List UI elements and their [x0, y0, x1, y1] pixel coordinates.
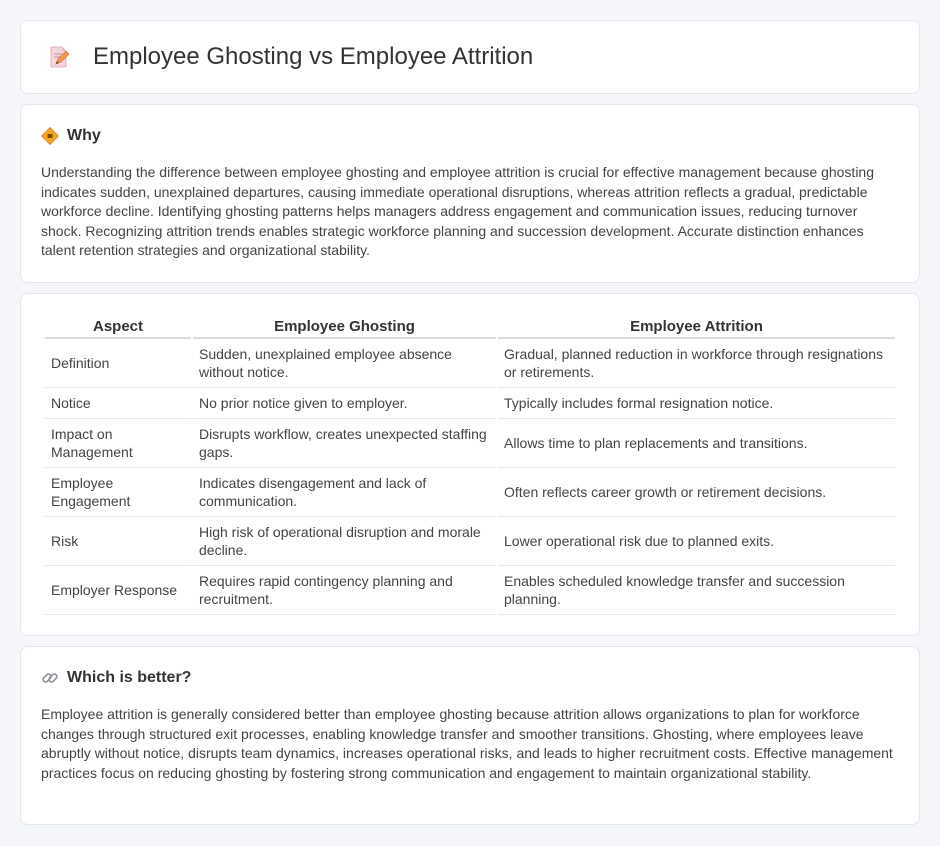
table-cell: Requires rapid contingency planning and recruitment. — [193, 566, 496, 615]
table-row — [45, 388, 895, 419]
table-row — [45, 468, 895, 517]
table-cell: No prior notice given to employer. — [193, 388, 496, 419]
table-cell: Impact on Management — [45, 419, 191, 468]
link-icon — [41, 669, 59, 687]
which-title: Which is better? — [67, 669, 192, 686]
comparison-table-card — [20, 293, 920, 636]
page-title: Employee Ghosting vs Employee Attrition — [93, 43, 534, 70]
table-cell: Often reflects career growth or retirement decisions. — [498, 468, 895, 517]
table-cell: Disrupts workflow, creates unexpected staffing gaps. — [193, 419, 496, 468]
which-section — [20, 646, 920, 825]
table-cell: Typically includes formal resignation notice. — [498, 388, 895, 419]
table-cell: Risk — [45, 517, 191, 566]
why-text: Understanding the difference between employee ghosting and employee attrition is crucial for effective management because ghosting indicates sudden, unexplained departures, causing immediate operational disruptions, whereas attrition reflects a gradual, predictable workforce decline. Identifying ghosting patterns helps managers address engagement and communication issues, reducing turnover shock. Recognizing attrition trends enables strategic workforce planning and succession development. Accurate distinction enhances talent retention strategies and organizational stability. — [41, 164, 874, 259]
table-cell: Notice — [45, 388, 191, 419]
table-row — [45, 517, 895, 566]
table-cell: Gradual, planned reduction in workforce through resignations or retirements. — [498, 339, 895, 388]
table-cell: High risk of operational disruption and morale decline. — [193, 517, 496, 566]
table-cell: Lower operational risk due to planned exits. — [498, 517, 895, 566]
why-section — [20, 104, 920, 283]
table-cell: Employee Engagement — [45, 468, 191, 517]
table-cell: Indicates disengagement and lack of communication. — [193, 468, 496, 517]
table-cell: Employer Response — [45, 566, 191, 615]
header-attrition: Employee Attrition — [498, 315, 895, 339]
table-cell: Definition — [45, 339, 191, 388]
table-row — [45, 566, 895, 615]
diamond-sign-icon — [41, 127, 59, 145]
document-pencil-icon — [47, 45, 71, 69]
why-title: Why — [67, 127, 101, 144]
table-cell: Allows time to plan replacements and transitions. — [498, 419, 895, 468]
table-cell: Enables scheduled knowledge transfer and succession planning. — [498, 566, 895, 615]
which-text: Employee attrition is generally considered better than employee ghosting because attrition allows organizations to plan for workforce changes through structured exit processes, enabling knowledge transfer and smoother transitions. Ghosting, where employees leave abruptly without notice, disrupts team dynamics, increases operational risks, and leads to higher recruitment costs. Effective management practices focus on reducing ghosting by fostering strong communication and engagement to maintain organizational stability. — [41, 706, 893, 781]
header-ghosting: Employee Ghosting — [193, 315, 496, 339]
table-cell: Sudden, unexplained employee absence without notice. — [193, 339, 496, 388]
table-row — [45, 339, 895, 388]
comparison-table — [43, 315, 897, 615]
header-card — [20, 20, 920, 94]
table-row — [45, 419, 895, 468]
header-aspect: Aspect — [45, 315, 191, 339]
